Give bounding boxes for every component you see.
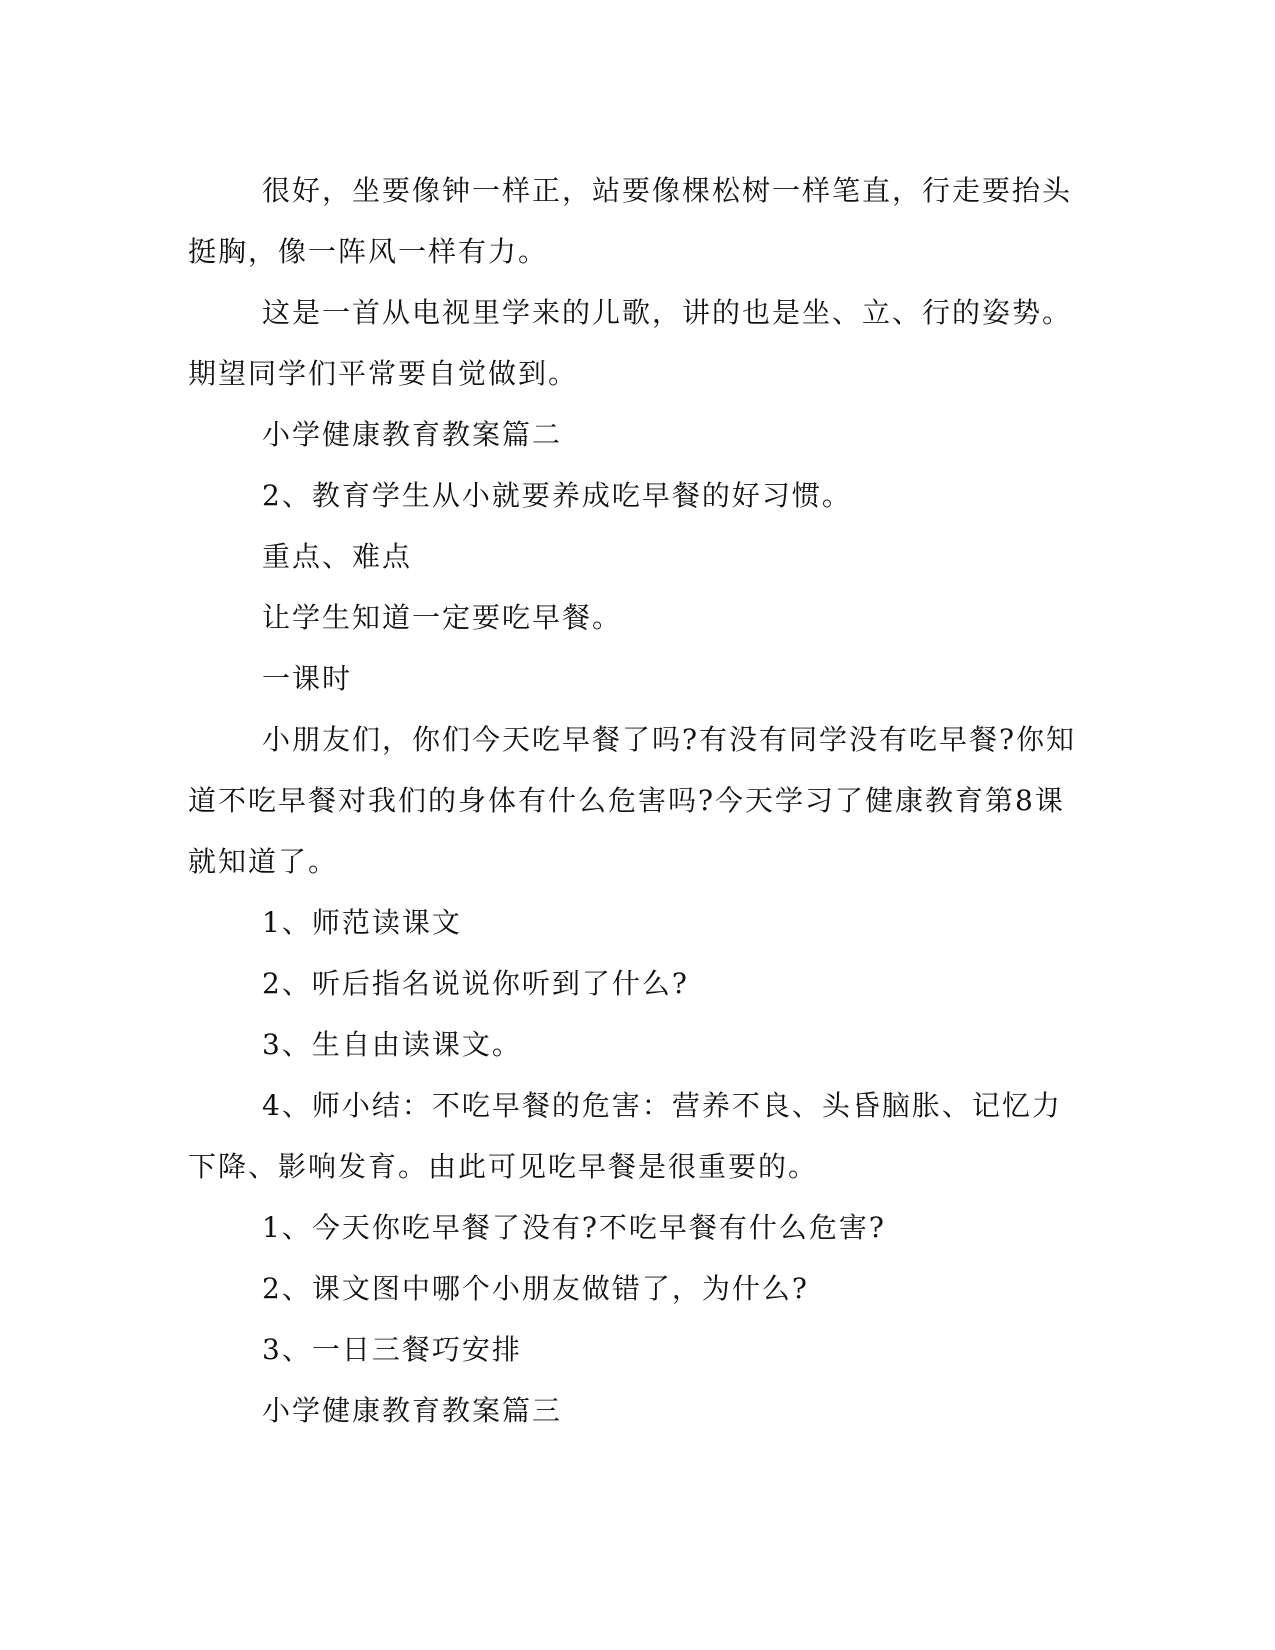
paragraph-posture-rhyme: 很好，坐要像钟一样正，站要像棵松树一样笔直，行走要抬头挺胸，像一阵风一样有力。	[188, 174, 1073, 268]
list-item-three-meals: 3、一日三餐巧安排	[262, 1333, 522, 1366]
list-item-discuss: 2、听后指名说说你听到了什么?	[262, 967, 689, 1000]
list-item-summary: 4、师小结：不吃早餐的危害：营养不良、头昏脑胀、记忆力下降、影响发育。由此可见吃早餐是很重要的。	[188, 1089, 1062, 1183]
paragraph-introduction: 小朋友们，你们今天吃早餐了吗?有没有同学没有吃早餐?你知道不吃早餐对我们的身体有什么危害吗?今天学习了健康教育第8课就知道了。	[188, 723, 1077, 878]
paragraph-key-points: 让学生知道一定要吃早餐。	[262, 601, 623, 634]
section-heading-lesson-two: 小学健康教育教案篇二	[262, 418, 563, 451]
paragraph-goal: 2、教育学生从小就要养成吃早餐的好习惯。	[262, 479, 852, 512]
paragraph-key-points-heading: 重点、难点	[262, 540, 413, 573]
document-body	[188, 160, 1078, 1441]
list-item-question-picture: 2、课文图中哪个小朋友做错了，为什么?	[262, 1272, 809, 1305]
list-item-free-reading: 3、生自由读课文。	[262, 1028, 522, 1061]
section-heading-lesson-three: 小学健康教育教案篇三	[262, 1394, 563, 1427]
paragraph-rhyme-note: 这是一首从电视里学来的儿歌，讲的也是坐、立、行的姿势。期望同学们平常要自觉做到。	[188, 296, 1073, 390]
paragraph-class-hours: 一课时	[262, 662, 353, 695]
list-item-question-breakfast: 1、今天你吃早餐了没有?不吃早餐有什么危害?	[262, 1211, 886, 1244]
list-item-read-text: 1、师范读课文	[262, 906, 462, 939]
